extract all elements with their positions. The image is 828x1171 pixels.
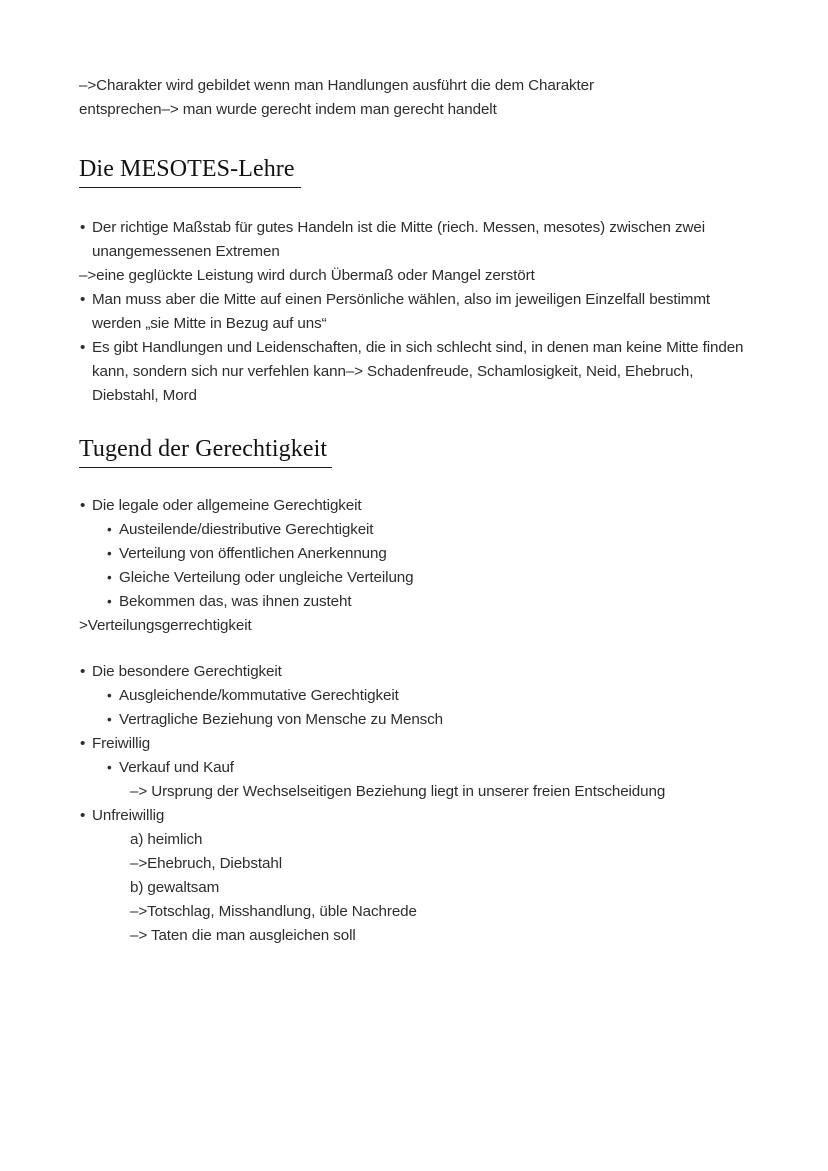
list-item: [79, 684, 759, 708]
bullet-icon: •: [107, 594, 112, 609]
bullet-icon: •: [107, 712, 112, 727]
list-item: [79, 876, 759, 900]
mesotes-list: [79, 216, 759, 408]
list-item: [79, 494, 759, 518]
list-item: [79, 924, 759, 948]
list-item: [79, 590, 759, 614]
list-item: [79, 852, 759, 876]
spacer: [79, 122, 759, 154]
bullet-icon: •: [80, 735, 86, 752]
bullet-icon: •: [80, 663, 86, 680]
spacer: [79, 468, 759, 494]
list-item-text: Die legale oder allgemeine Gerechtigkeit: [92, 497, 362, 514]
bullet-icon: •: [107, 522, 112, 537]
spacer: [79, 408, 759, 434]
bullet-icon: •: [80, 291, 86, 308]
list-item: [79, 288, 759, 336]
list-item-text: Die besondere Gerechtigkeit: [92, 663, 282, 680]
list-item-text: Verkauf und Kauf: [119, 759, 234, 776]
list-item: [79, 708, 759, 732]
list-item: [79, 732, 759, 756]
heading-gerechtigkeit: Tugend der Gerechtigkeit: [79, 434, 332, 468]
list-item: [79, 614, 759, 638]
list-item-text: Der richtige Maßstab für gutes Handeln ist die Mitte (riech. Messen, mesotes) zwischen zwei unangemessenen Extremen: [92, 219, 705, 260]
list-item-text: a) heimlich: [130, 831, 203, 848]
list-item-text: Verteilung von öffentlichen Anerkennung: [119, 545, 387, 562]
bullet-icon: •: [107, 688, 112, 703]
bullet-icon: •: [107, 760, 112, 775]
document-content: [79, 74, 759, 948]
list-item-text: –> Taten die man ausgleichen soll: [130, 927, 356, 944]
list-item-text: b) gewaltsam: [130, 879, 220, 896]
list-item-text: Man muss aber die Mitte auf einen Persönliche wählen, also im jeweiligen Einzelfall bestimmt werden „sie Mitte in Bezug auf uns“: [92, 291, 711, 332]
bullet-icon: •: [80, 497, 86, 514]
list-item-text: Ausgleichende/kommutative Gerechtigkeit: [119, 687, 399, 704]
list-item-text: Vertragliche Beziehung von Mensche zu Mensch: [119, 711, 444, 728]
list-item-text: Es gibt Handlungen und Leidenschaften, die in sich schlecht sind, in denen man keine Mitte finden kann, sondern sich nur verfehlen kann–> Schadenfreude, Schamlosigkeit, Neid, Ehebruch, Diebstahl, Mord: [92, 339, 744, 404]
heading-gerechtigkeit-wrap: [79, 434, 759, 468]
list-item: [79, 804, 759, 828]
list-item: [79, 518, 759, 542]
list-item-text: Austeilende/diestributive Gerechtigkeit: [119, 521, 374, 538]
list-item-text: Gleiche Verteilung oder ungleiche Verteilung: [119, 569, 414, 586]
list-item: [79, 542, 759, 566]
list-item-text: –> Ursprung der Wechselseitigen Beziehung liegt in unserer freien Entscheidung: [130, 783, 666, 800]
list-item-text: Freiwillig: [92, 735, 151, 752]
intro-paragraph: [79, 74, 759, 122]
list-item: [79, 900, 759, 924]
bullet-icon: •: [107, 570, 112, 585]
list-item: [79, 566, 759, 590]
gerechtigkeit-list-a: [79, 494, 759, 638]
list-item: [79, 828, 759, 852]
intro-line-2: entsprechen–> man wurde gerecht indem man gerecht handelt: [79, 101, 497, 118]
bullet-icon: •: [80, 219, 86, 236]
intro-line-1: –>Charakter wird gebildet wenn man Handlungen ausführt die dem Charakter: [79, 77, 594, 94]
bullet-icon: •: [80, 807, 86, 824]
list-item-text: Bekommen das, was ihnen zusteht: [119, 593, 352, 610]
bullet-icon: •: [80, 339, 86, 356]
gerechtigkeit-list-b: [79, 660, 759, 948]
list-item: [79, 336, 759, 408]
list-item-text: >Verteilungsgerrechtigkeit: [79, 617, 252, 634]
list-item: [79, 780, 759, 804]
list-item: [79, 264, 759, 288]
heading-mesotes-wrap: [79, 154, 759, 188]
spacer: [79, 188, 759, 216]
list-item: [79, 216, 759, 264]
list-item: [79, 660, 759, 684]
list-item: [79, 756, 759, 780]
spacer: [79, 638, 759, 660]
list-item-text: –>Ehebruch, Diebstahl: [130, 855, 282, 872]
list-item-text: –>eine geglückte Leistung wird durch Übermaß oder Mangel zerstört: [79, 267, 535, 284]
bullet-icon: •: [107, 546, 112, 561]
list-item-text: Unfreiwillig: [92, 807, 165, 824]
list-item-text: –>Totschlag, Misshandlung, üble Nachrede: [130, 903, 417, 920]
heading-mesotes: Die MESOTES-Lehre: [79, 154, 301, 188]
